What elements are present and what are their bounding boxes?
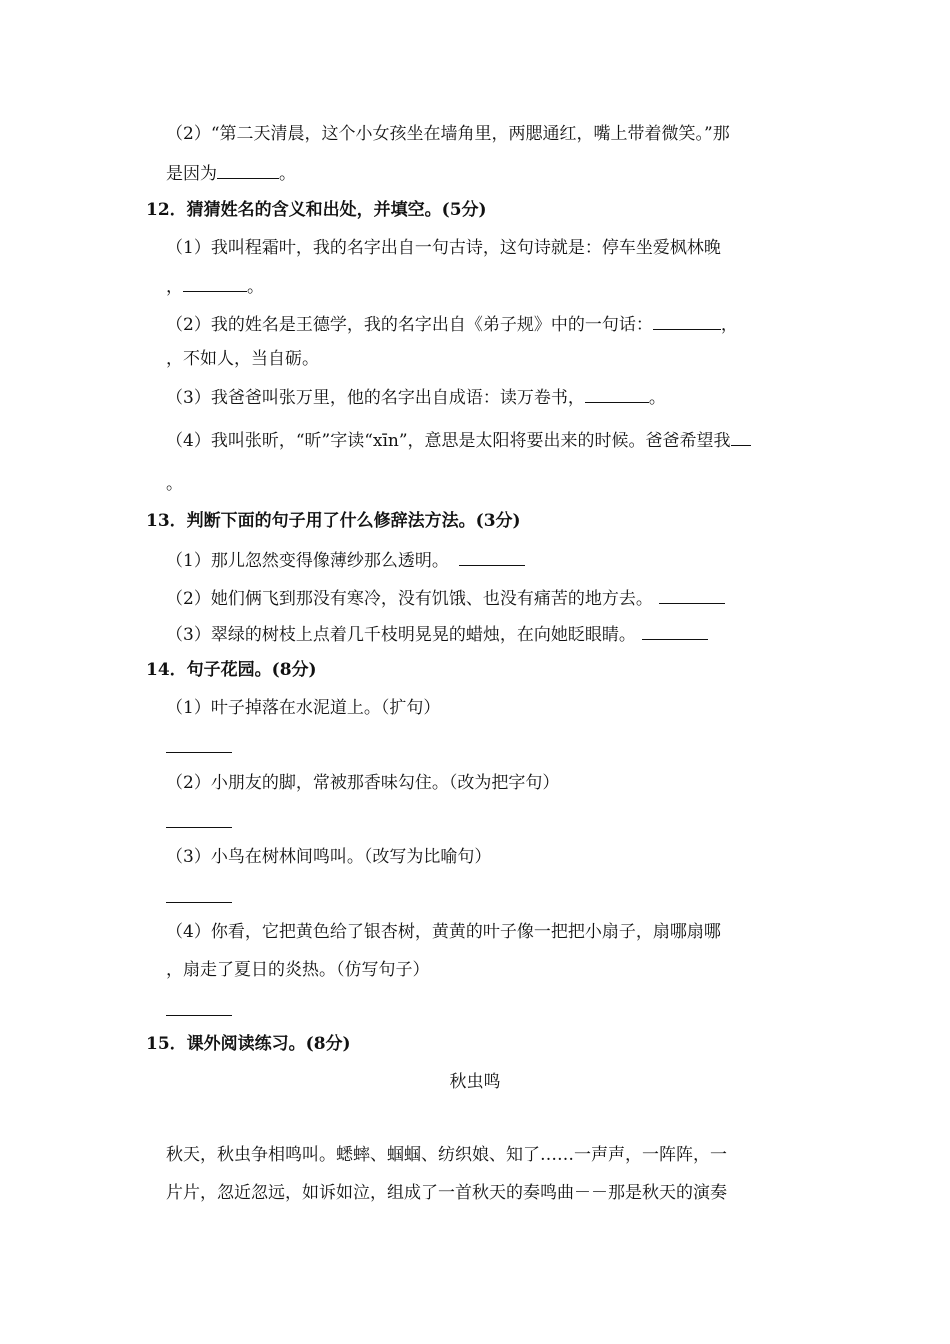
answer-blank[interactable] (642, 621, 708, 640)
answer-line[interactable] (166, 902, 232, 903)
q12-item4-line2: 。 (166, 474, 183, 494)
q12-item1-line2: ， 。 (166, 273, 264, 299)
answer-blank[interactable] (585, 384, 649, 403)
q12-item2-line1: （2）我的姓名是王德学，我的名字出自《弟子规》中的一句话： ， (166, 311, 738, 337)
answer-blank[interactable] (731, 427, 751, 446)
q13-item3: （3）翠绿的树枝上点着几千枝明晃晃的蜡烛，在向她眨眼睛。 (166, 621, 708, 647)
q14-item4-line2: ，扇走了夏日的炎热。（仿写句子） (166, 960, 430, 980)
q12-item2-line2: ，不如人，当自砺。 (166, 349, 319, 369)
answer-line[interactable] (166, 827, 232, 828)
q13-item2: （2）她们俩飞到那没有寒冷，没有饥饿、也没有痛苦的地方去。 (166, 585, 725, 611)
q12-item3: （3）我爸爸叫张万里，他的名字出自成语：读万卷书， 。 (166, 384, 666, 410)
q11-item2-line2: 是因为 。 (166, 160, 296, 186)
q14-item2: （2）小朋友的脚，常被那香味勾住。（改为把字句） (166, 773, 560, 793)
q14-heading: 14．句子花园。(8分) (146, 660, 317, 680)
passage-title: 秋虫鸣 (449, 1072, 501, 1092)
answer-blank[interactable] (653, 311, 721, 330)
q14-item1: （1）叶子掉落在水泥道上。（扩句） (166, 698, 441, 718)
answer-blank[interactable] (459, 547, 525, 566)
passage-line1: 秋天，秋虫争相鸣叫。蟋蟀、蝈蝈、纺织娘、知了……一声声，一阵阵，一 (166, 1145, 727, 1165)
q11-item2-text: （2）“第二天清晨，这个小女孩坐在墙角里，两腮通红，嘴上带着微笑。”那 (166, 124, 730, 144)
q15-heading: 15．课外阅读练习。(8分) (146, 1034, 351, 1054)
q11-item2-line1 (166, 122, 730, 146)
q14-item4-line1: （4）你看，它把黄色给了银杏树，黄黄的叶子像一把把小扇子，扇哪扇哪 (166, 922, 721, 942)
q13-item1: （1）那儿忽然变得像薄纱那么透明。 (166, 547, 525, 573)
q12-heading: 12．猜猜姓名的含义和出处，并填空。(5分) (146, 200, 487, 220)
q12-item4-line1: （4）我叫张昕，“昕”字读“xīn”，意思是太阳将要出来的时候。爸爸希望我 (166, 427, 751, 453)
q14-item3: （3）小鸟在树林间鸣叫。（改写为比喻句） (166, 847, 492, 867)
q13-heading: 13．判断下面的句子用了什么修辞法方法。(3分) (146, 511, 521, 531)
answer-blank[interactable] (659, 585, 725, 604)
answer-line[interactable] (166, 1015, 232, 1016)
q12-item1-line1: （1）我叫程霜叶，我的名字出自一句古诗，这句诗就是：停车坐爱枫林晚 (166, 238, 721, 258)
answer-blank[interactable] (183, 273, 247, 292)
answer-blank[interactable] (217, 160, 279, 179)
passage-line2: 片片，忽近忽远，如诉如泣，组成了一首秋天的奏鸣曲－－那是秋天的演奏 (166, 1183, 727, 1203)
answer-line[interactable] (166, 752, 232, 753)
